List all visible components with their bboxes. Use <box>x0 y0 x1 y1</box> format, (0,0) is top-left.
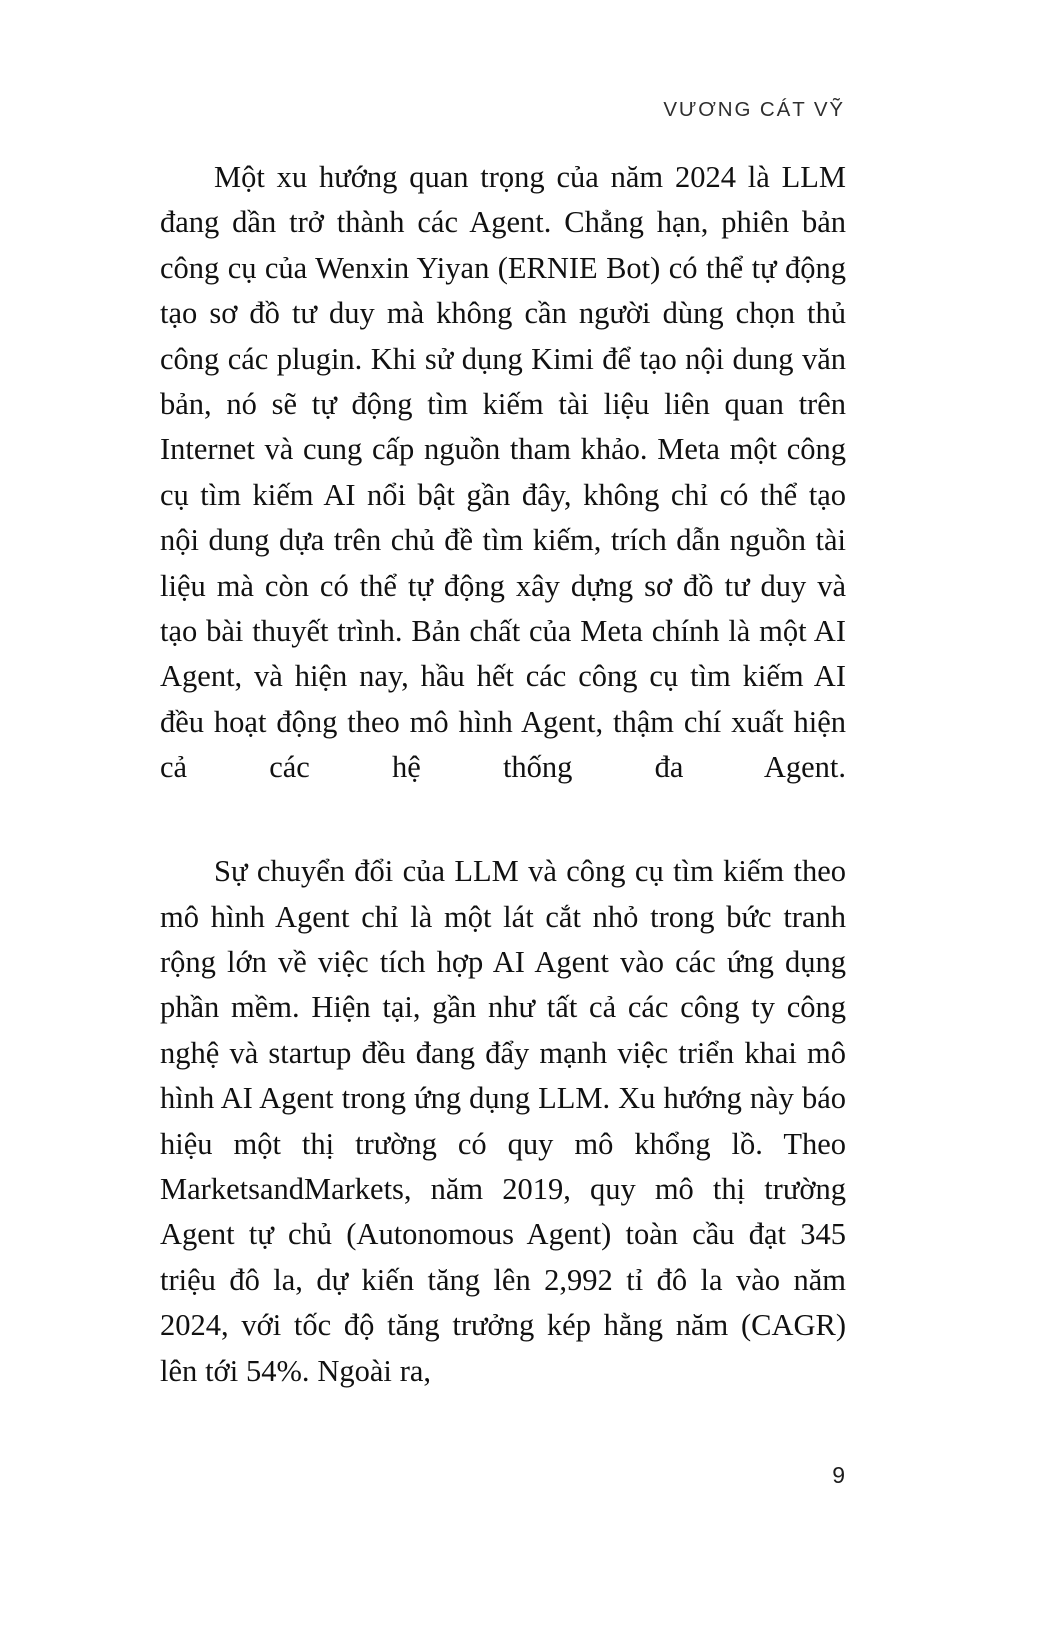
running-header: VƯƠNG CÁT VỸ <box>663 98 845 121</box>
paragraph-1: Một xu hướng quan trọng của năm 2024 là LLM đang dần trở thành các Agent. Chẳng hạn, phiên bản công cụ của Wenxin Yiyan (ERNIE Bot) có thể tự động tạo sơ đồ tư duy mà không cần người dùng chọn thủ công các plugin. Khi sử dụng Kimi để tạo nội dung văn bản, nó sẽ tự động tìm kiếm tài liệu liên quan trên Internet và cung cấp nguồn tham khảo. Meta một công cụ tìm kiếm AI nổi bật gần đây, không chỉ có thể tạo nội dung dựa trên chủ đề tìm kiếm, trích dẫn nguồn tài liệu mà còn có thể tự động xây dựng sơ đồ tư duy và tạo bài thuyết trình. Bản chất của Meta chính là một AI Agent, và hiện nay, hầu hết các công cụ tìm kiếm AI đều hoạt động theo mô hình Agent, thậm chí xuất hiện cả các hệ thống đa Agent. <box>160 160 846 785</box>
paragraph-2: Sự chuyển đổi của LLM và công cụ tìm kiếm theo mô hình Agent chỉ là một lát cắt nhỏ trong bức tranh rộng lớn về việc tích hợp AI Agent vào các ứng dụng phần mềm. Hiện tại, gần như tất cả các công ty công nghệ và startup đều đang đẩy mạnh việc triển khai mô hình AI Agent trong ứng dụng LLM. Xu hướng này báo hiệu một thị trường có quy mô khổng lồ. Theo MarketsandMarkets, năm 2019, quy mô thị trường Agent tự chủ (Autonomous Agent) toàn cầu đạt 345 triệu đô la, dự kiến tăng lên 2,992 tỉ đô la vào năm 2024, với tốc độ tăng trưởng kép hằng năm (CAGR) lên tới 54%. Ngoài ra, <box>160 854 846 1388</box>
body-text-column <box>160 155 846 1394</box>
page-number: 9 <box>832 1462 845 1488</box>
